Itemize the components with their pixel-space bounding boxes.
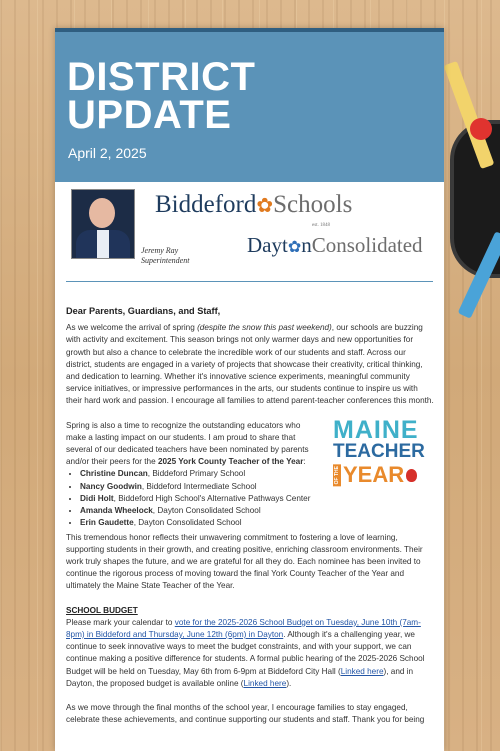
mte-of-the: OF THE (334, 465, 340, 484)
superintendent-photo (71, 189, 135, 259)
honor-paragraph: This tremendous honor reflects their unwavering commitment to fostering a love of learning, supporting students in their growth, and creating positive, enriching classroom environments. Their work truly shapes the future, and we are grateful for all they do. Each nominee has been invited to continue the rigorous process of moving toward the final York County Teacher of the Year and ultimately the Maine State Teacher of the Year. (66, 532, 423, 591)
dayton-budget-link[interactable]: Linked here (243, 678, 287, 688)
nominee-name: Didi Holt (80, 493, 114, 503)
nominee-name: Erin Gaudette (80, 518, 134, 528)
list-item (80, 517, 314, 529)
recognition-text-bold: 2025 York County Teacher of the Year (157, 457, 304, 467)
budget-text-a: Please mark your calendar to (66, 617, 175, 627)
budget-paragraph (66, 617, 434, 690)
newsletter-date: April 2, 2025 (68, 145, 147, 161)
biddeford-schools-logo (155, 191, 352, 219)
superintendent-name: Jeremy Ray (141, 246, 179, 255)
list-item (80, 468, 314, 480)
nominee-school: , Biddeford High School's Alternative Pathways Center (113, 493, 311, 503)
recognition-text-a: Spring is also a time to recognize the outstanding educators who make a lasting impact on our students. I am proud to share that several of our dedicated teachers have been nominated by parents and/or their peers for the (66, 420, 309, 467)
nominee-school: , Dayton Consolidated School (152, 506, 261, 516)
intro-text-b: , our schools are buzzing with activity and excitement. This season brings not only warmer days and new opportunities for growth but also a chance to celebrate the incredible work of our students and staff. Across our district, students are engaged in a variety of projects that showcase their creativity, critical thinking, and dedication to learning. Whether it's innovative science experiments, meaningful community service initiatives, or impressive performances in the arts, our students continue to inspire us with their hard work and passion. I encourage all families to attend parent-teacher conferences this month. (66, 323, 434, 406)
header-logos (55, 182, 444, 282)
paw-icon: ✿ (256, 195, 274, 217)
budget-text-c: ), and in Dayton, the proposed budget is available online ( (66, 666, 414, 688)
dayton-consolidated-logo (247, 233, 423, 258)
intro-text-a: As we welcome the arrival of spring (66, 323, 198, 333)
mte-maine: MAINE (333, 415, 419, 444)
budget-text-b: . Although it's a challenging year, we continue to seek innovative ways to meet the budget constraints, and with your support, we can continue making a positive difference for students. A formal public hearing of the 2025-2026 School Budget will be held on Tuesday, May 6th from 6-9pm at Biddeford City Hall ( (66, 630, 425, 676)
teacher-recognition-paragraph (66, 420, 314, 469)
recognition-text-b: : (303, 457, 306, 467)
budget-heading: SCHOOL BUDGET (66, 605, 138, 615)
biddeford-hearing-link[interactable]: Linked here (340, 666, 384, 676)
budget-text-d: ). (286, 678, 292, 688)
newsletter-body (66, 305, 434, 738)
intro-paragraph (66, 322, 434, 407)
budget-vote-link[interactable]: vote for the 2025-2026 School Budget on Tuesday, June 10th (7am-8pm) in Biddeford and Thursday, June 12th (6pm) in Dayton (66, 617, 421, 640)
biddeford-logo-schools: Schools (273, 191, 353, 218)
nominee-school: , Biddeford Intermediate School (141, 481, 257, 491)
mte-year: YEAR (343, 461, 405, 487)
section-divider (66, 281, 433, 282)
list-item (80, 493, 314, 505)
nominee-school: , Dayton Consolidated School (133, 518, 242, 528)
nominee-list (66, 468, 314, 529)
biddeford-logo-main: Biddeford (155, 191, 257, 218)
superintendent-signature (141, 246, 189, 266)
list-item (80, 481, 314, 493)
superintendent-title: Superintendent (141, 256, 190, 265)
mte-teacher: TEACHER (333, 440, 425, 462)
closing-paragraph: As we move through the final months of the school year, I encourage families to stay engaged, celebrate these achievements, and continue supporting our students and staff. Thank you for being (66, 703, 425, 725)
intro-text-italic: (despite the snow this past weekend) (197, 323, 332, 333)
newsletter-card (55, 28, 444, 751)
biddeford-logo-est: est. 1848 (312, 223, 331, 228)
red-pencil-decoration (470, 118, 492, 140)
newsletter-title: DISTRICT UPDATE (67, 55, 256, 137)
list-item (80, 505, 314, 517)
greeting: Dear Parents, Guardians, and Staff, (66, 306, 221, 316)
apple-icon (406, 469, 417, 482)
nominee-name: Christine Duncan (80, 469, 148, 479)
dayton-logo-b: n (301, 233, 312, 257)
dayton-logo-a: Dayt (247, 233, 288, 257)
maine-teacher-of-the-year-logo (333, 415, 425, 487)
paw-icon: ✿ (287, 239, 302, 256)
nominee-school: , Biddeford Primary School (147, 469, 246, 479)
nominee-name: Nancy Goodwin (80, 481, 142, 491)
hero-banner (55, 32, 444, 182)
nominee-name: Amanda Wheelock (80, 506, 153, 516)
dayton-logo-c: Consolidated (311, 233, 423, 257)
teacher-of-year-section (66, 415, 434, 532)
